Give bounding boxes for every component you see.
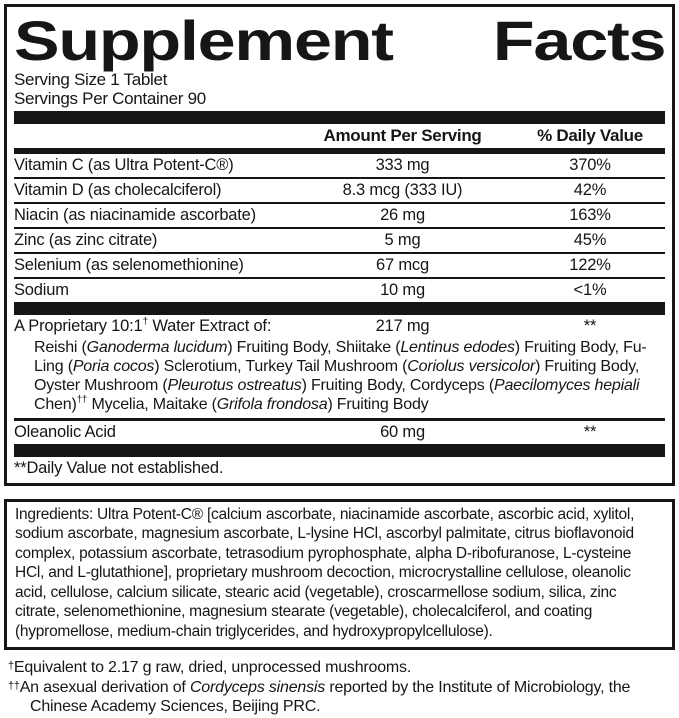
footnote-dagger-marker: † — [8, 660, 14, 673]
nutrient-amount: 10 mg — [380, 281, 425, 300]
serving-size-text: Serving Size 1 Tablet — [14, 70, 168, 90]
nutrient-dv: <1% — [573, 281, 607, 300]
nutrient-dv: 42% — [573, 181, 607, 200]
daily-value-note: **Daily Value not established. — [14, 458, 224, 477]
nutrient-row-niacin — [14, 202, 665, 227]
servings-per-container-text: Servings Per Container 90 — [14, 89, 206, 109]
proprietary-blend-amount: 217 mg — [375, 317, 430, 336]
nutrient-row-oleanolic-acid — [14, 421, 665, 444]
nutrient-row-vitamin-c — [14, 154, 665, 177]
nutrient-name: Vitamin D (as cholecalciferol) — [14, 181, 222, 200]
column-header-row — [14, 124, 665, 148]
divider-thick-top — [14, 111, 665, 124]
nutrient-row-zinc — [14, 227, 665, 252]
nutrient-row-selenium — [14, 252, 665, 277]
divider-thick-middle — [14, 302, 665, 315]
footnote-double-dagger — [8, 678, 671, 717]
supplement-facts-panel — [4, 4, 675, 486]
proprietary-blend-name: A Proprietary 10:1† Water Extract of: — [14, 316, 272, 336]
footnote-double-dagger-marker: †† — [8, 679, 20, 692]
proprietary-blend-description: Reishi (Ganoderma lucidum) Fruiting Body, Shiitake (Lentinus edodes) Fruiting Body, Fu-Ling (Poria cocos) Sclerotium, Turkey Tail Mushroom (Coriolus versicolor) Fruiting Body, Oyster Mushroom (Pleurotus ostreatus) Fruiting Body, Cordyceps (Paecilomyces hepiali Chen)†† Mycelia, Maitake (Grifola frondosa) Fruiting Body — [34, 339, 647, 414]
dv-column-header: % Daily Value — [537, 126, 643, 146]
nutrient-name: Sodium — [14, 281, 69, 300]
ingredients-panel — [4, 499, 675, 651]
title-word-supplement: Supplement — [14, 9, 393, 72]
footnotes-section — [4, 658, 675, 717]
nutrient-name: Niacin (as niacinamide ascorbate) — [14, 206, 256, 225]
nutrient-amount: 333 mg — [375, 156, 430, 175]
nutrient-row-vitamin-d — [14, 177, 665, 202]
ingredients-text: Ingredients: Ultra Potent-C® [calcium ascorbate, niacinamide ascorbate, ascorbic acid, xylitol, sodium ascorbate, magnesium ascorbate, L-lysine HCl, ascorbyl palmitate, citrus bioflavonoid complex, potassium ascorbate, tetrasodium pyrophosphate, alpha D-ribofuranose, L-cysteine HCl, and L-glutathione], proprietary mushroom decoction, microcrystalline cellulose, oleanolic acid, cellulose, calcium silicate, stearic acid (vegetable), croscarmellose sodium, silica, zinc citrate, selenomethionine, magnesium stearate (vegetable), cholecalciferol, and coating (hypromellose, medium-chain triglycerides, and hydroxypropylcellulose). — [15, 505, 635, 640]
nutrient-dv: 163% — [569, 206, 611, 225]
nutrient-dv: 370% — [569, 156, 611, 175]
nutrient-amount: 60 mg — [380, 422, 425, 441]
nutrient-dv: ** — [583, 422, 597, 441]
proprietary-blend-row — [14, 315, 665, 338]
nutrient-dv: 45% — [573, 231, 607, 250]
amount-column-header: Amount Per Serving — [323, 126, 482, 146]
nutrient-row-sodium — [14, 277, 665, 302]
nutrient-dv: 122% — [569, 256, 611, 275]
nutrient-name: Vitamin C (as Ultra Potent-C®) — [14, 156, 234, 175]
nutrient-amount: 8.3 mcg (333 IU) — [342, 181, 463, 200]
nutrient-name: Oleanolic Acid — [14, 422, 116, 441]
nutrient-name: Selenium (as selenomethionine) — [14, 256, 244, 275]
footnote-dagger-text: Equivalent to 2.17 g raw, dried, unprocessed mushrooms. — [13, 659, 412, 677]
nutrient-name: Zinc (as zinc citrate) — [14, 231, 158, 250]
title-word-facts: Facts — [492, 9, 665, 72]
panel-title — [14, 7, 665, 70]
nutrient-amount: 67 mcg — [376, 256, 429, 275]
supplement-label-page — [0, 4, 679, 718]
divider-thick-bottom — [14, 444, 665, 457]
proprietary-blend-dv: ** — [583, 317, 597, 336]
nutrient-rows — [14, 154, 665, 302]
nutrient-amount: 26 mg — [380, 206, 425, 225]
nutrient-amount: 5 mg — [384, 231, 421, 250]
footnote-dagger — [8, 658, 671, 678]
footnote-double-dagger-text: An asexual derivation of Cordyceps sinensis reported by the Institute of Microbiology, the Chinese Academy Sciences, Beijing PRC. — [19, 678, 631, 716]
